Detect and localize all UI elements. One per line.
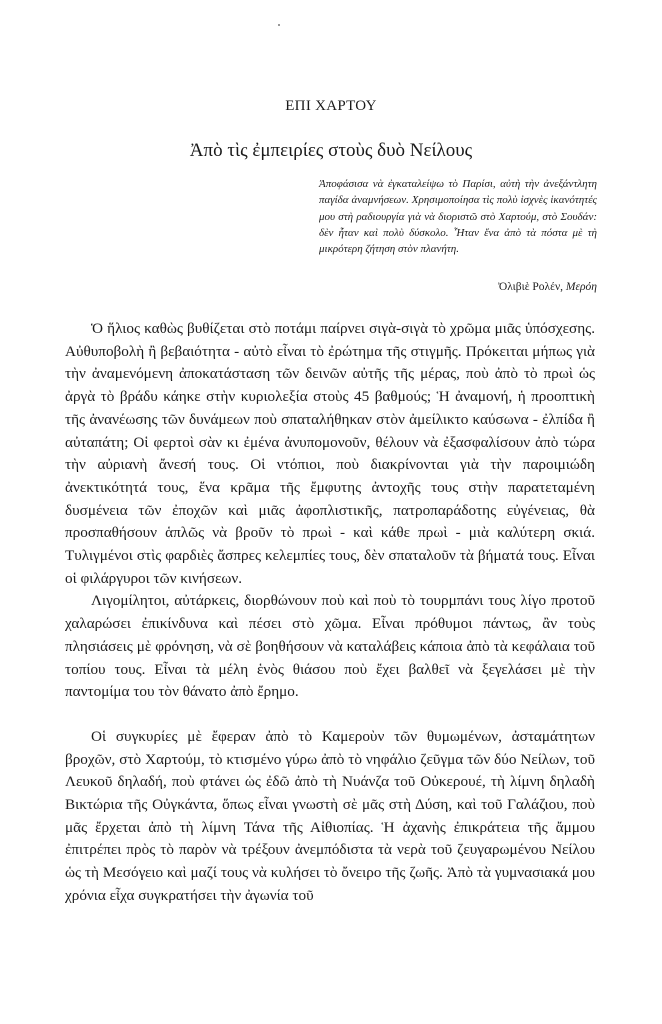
epigraph-work: Μερόη <box>565 281 597 293</box>
running-head: ΕΠΙ ΧΑΡΤΟΥ <box>285 98 377 114</box>
body-text <box>65 318 595 908</box>
scan-speck <box>278 24 280 26</box>
body-paragraph-3: Οἱ συγκυρίες μὲ ἔφεραν ἀπὸ τὸ Καμεροὺν τῶν θυμωμένων, ἀσταμάτητων βροχῶν, στὸ Χαρτούμ, τὸ κτισμένο γύρω ἀπὸ τὸ νηφάλιο ζεῦγμα τῶν δύο Νείλων, τοῦ Λευκοῦ δηλαδή, ποὺ φτάνει ὡς ἐδῶ ἀπὸ τὴ Νυάνζα τοῦ Οὐκερουέ, τὴ λίμνη δηλαδὴ Βικτώρια τῆς Οὐγκάντα, ὅπως εἶναι γνωστὴ σὲ μᾶς στὴ Δύση, καὶ τοῦ Γαλάζιου, ποὺ μᾶς ἔρχεται ἀπὸ τὴ λίμνη Τάνα τῆς Αἰθιοπίας. Ἡ ἀχανὴς ἐπικράτεια τῆς ἄμμου ἐπιτρέπει πρὸς τὸ παρὸν νὰ τρέξουν ἀνεμπόδιστα τὰ νερὰ τοῦ ζευγαρωμένου Νείλου ὡς τὴ Μεσόγειο καὶ μαζί τους νὰ κυλήσει τὸ ὄνειρο τῆς ζωῆς. Ἀπὸ τὰ γυμνασιακά μου χρόνια εἶχα συγκρατήσει τὴν ἀγωνία τοῦ <box>65 727 595 904</box>
body-paragraph-1: Ὁ ἥλιος καθὼς βυθίζεται στὸ ποτάμι παίρνει σιγὰ-σιγὰ τὸ χρῶμα μιᾶς ὑπόσχεσης. Αὐθυποβολὴ ἢ βεβαιότητα - αὐτὸ εἶναι τὸ ἐρώτημα τῆς στιγμῆς. Πρόκειται μήπως γιὰ τὴν ἀναμενόμενη ἀποκατάσταση τῶν δεινῶν αὐτῆς τῆς μέρας, ποὺ ἀπὸ τὸ πρωὶ ὡς ἀργὰ τὸ βράδυ κάηκε στὴν κυριολεξία στοὺς 45 βαθμούς; Ἡ ἀναμονή, ἡ προοπτικὴ τῆς ἀνανέωσης τῶν δυνάμεων ποὺ σπαταλήθηκαν στὸν ἀμείλικτο καύσωνα - ἐλπίδα ἢ αὐταπάτη; Οἱ φερτοὶ σὰν κι ἐμένα ἀνυπομονοῦν, θέλουν νὰ ἐξασφαλίσουν ἀπὸ τώρα τὴν αὐριανὴ ἄνεσή τους. Οἱ ντόπιοι, ποὺ διακρίνονται γιὰ τὴν παροιμιώδη ἀνεκτικότητά τους, ἕνα κρᾶμα τῆς ἔμφυτης ἀντοχῆς τους στὴν παρατεταμένη δυσμένεια τῶν ἐποχῶν καὶ μιᾶς ἀφοπλιστικῆς, πατροπαράδοτης εὐγένειας, θὰ προσπαθήσουν ἁπλῶς νὰ βροῦν τὸ πρωὶ - καὶ κάθε πρωὶ - μιὰ καλύτερη σκιά. Τυλιγμένοι στὶς φαρδιὲς ἄσπρες κελεμπίες τους, δὲν σπαταλοῦν τὰ βήματά τους. Εἶναι οἱ φιλάργυροι τῶν κινήσεων. <box>65 320 595 587</box>
epigraph-quote: Ἀποφάσισα νὰ ἐγκαταλείψω τὸ Παρίσι, αὐτὴ τὴν ἀνεξάντλητη παγίδα ἀναμνήσεων. Χρησιμοποίησα τὶς πολὺ ἰσχνὲς ἱκανότητές μου στὴ ραδιουργία γιὰ νὰ διοριστῶ στὸ Χαρτούμ, στὸ Σουδάν: δὲν ἦταν καὶ πολὺ δύσκολο. Ἦταν ἕνα ἀπὸ τὰ πόστα μὲ τὴ μικρότερη ζήτηση στὸν πλανήτη. <box>319 178 597 256</box>
epigraph-author: Ὀλιβιὲ Ρολέν, <box>498 281 564 293</box>
epigraph-attribution <box>498 281 597 293</box>
body-paragraph-2: Λιγομίλητοι, αὐτάρκεις, διορθώνουν ποὺ καὶ ποὺ τὸ τουρμπάνι τους λίγο προτοῦ χαλαρώσει ἐπικίνδυνα καὶ πέσει στὸ χῶμα. Εἶναι πρόθυμοι πάντως, ἂν τοὺς πλησιάσεις μὲ φρόνηση, νὰ σὲ βοηθήσουν νὰ καταλάβεις κάποια ἀπὸ τὰ κεφάλαια τοῦ τοπίου τους. Εἶναι τὰ μέλη ἑνὸς θιάσου ποὺ ἔχει βαλθεῖ νὰ ξεγελάσει μὲ τὴν παντομίμα του τὸν θάνατο ἀπὸ ἔρημο. <box>65 592 595 701</box>
article-title: Ἀπὸ τὶς ἐμπειρίες στοὺς δυὸ Νείλους <box>189 140 473 161</box>
